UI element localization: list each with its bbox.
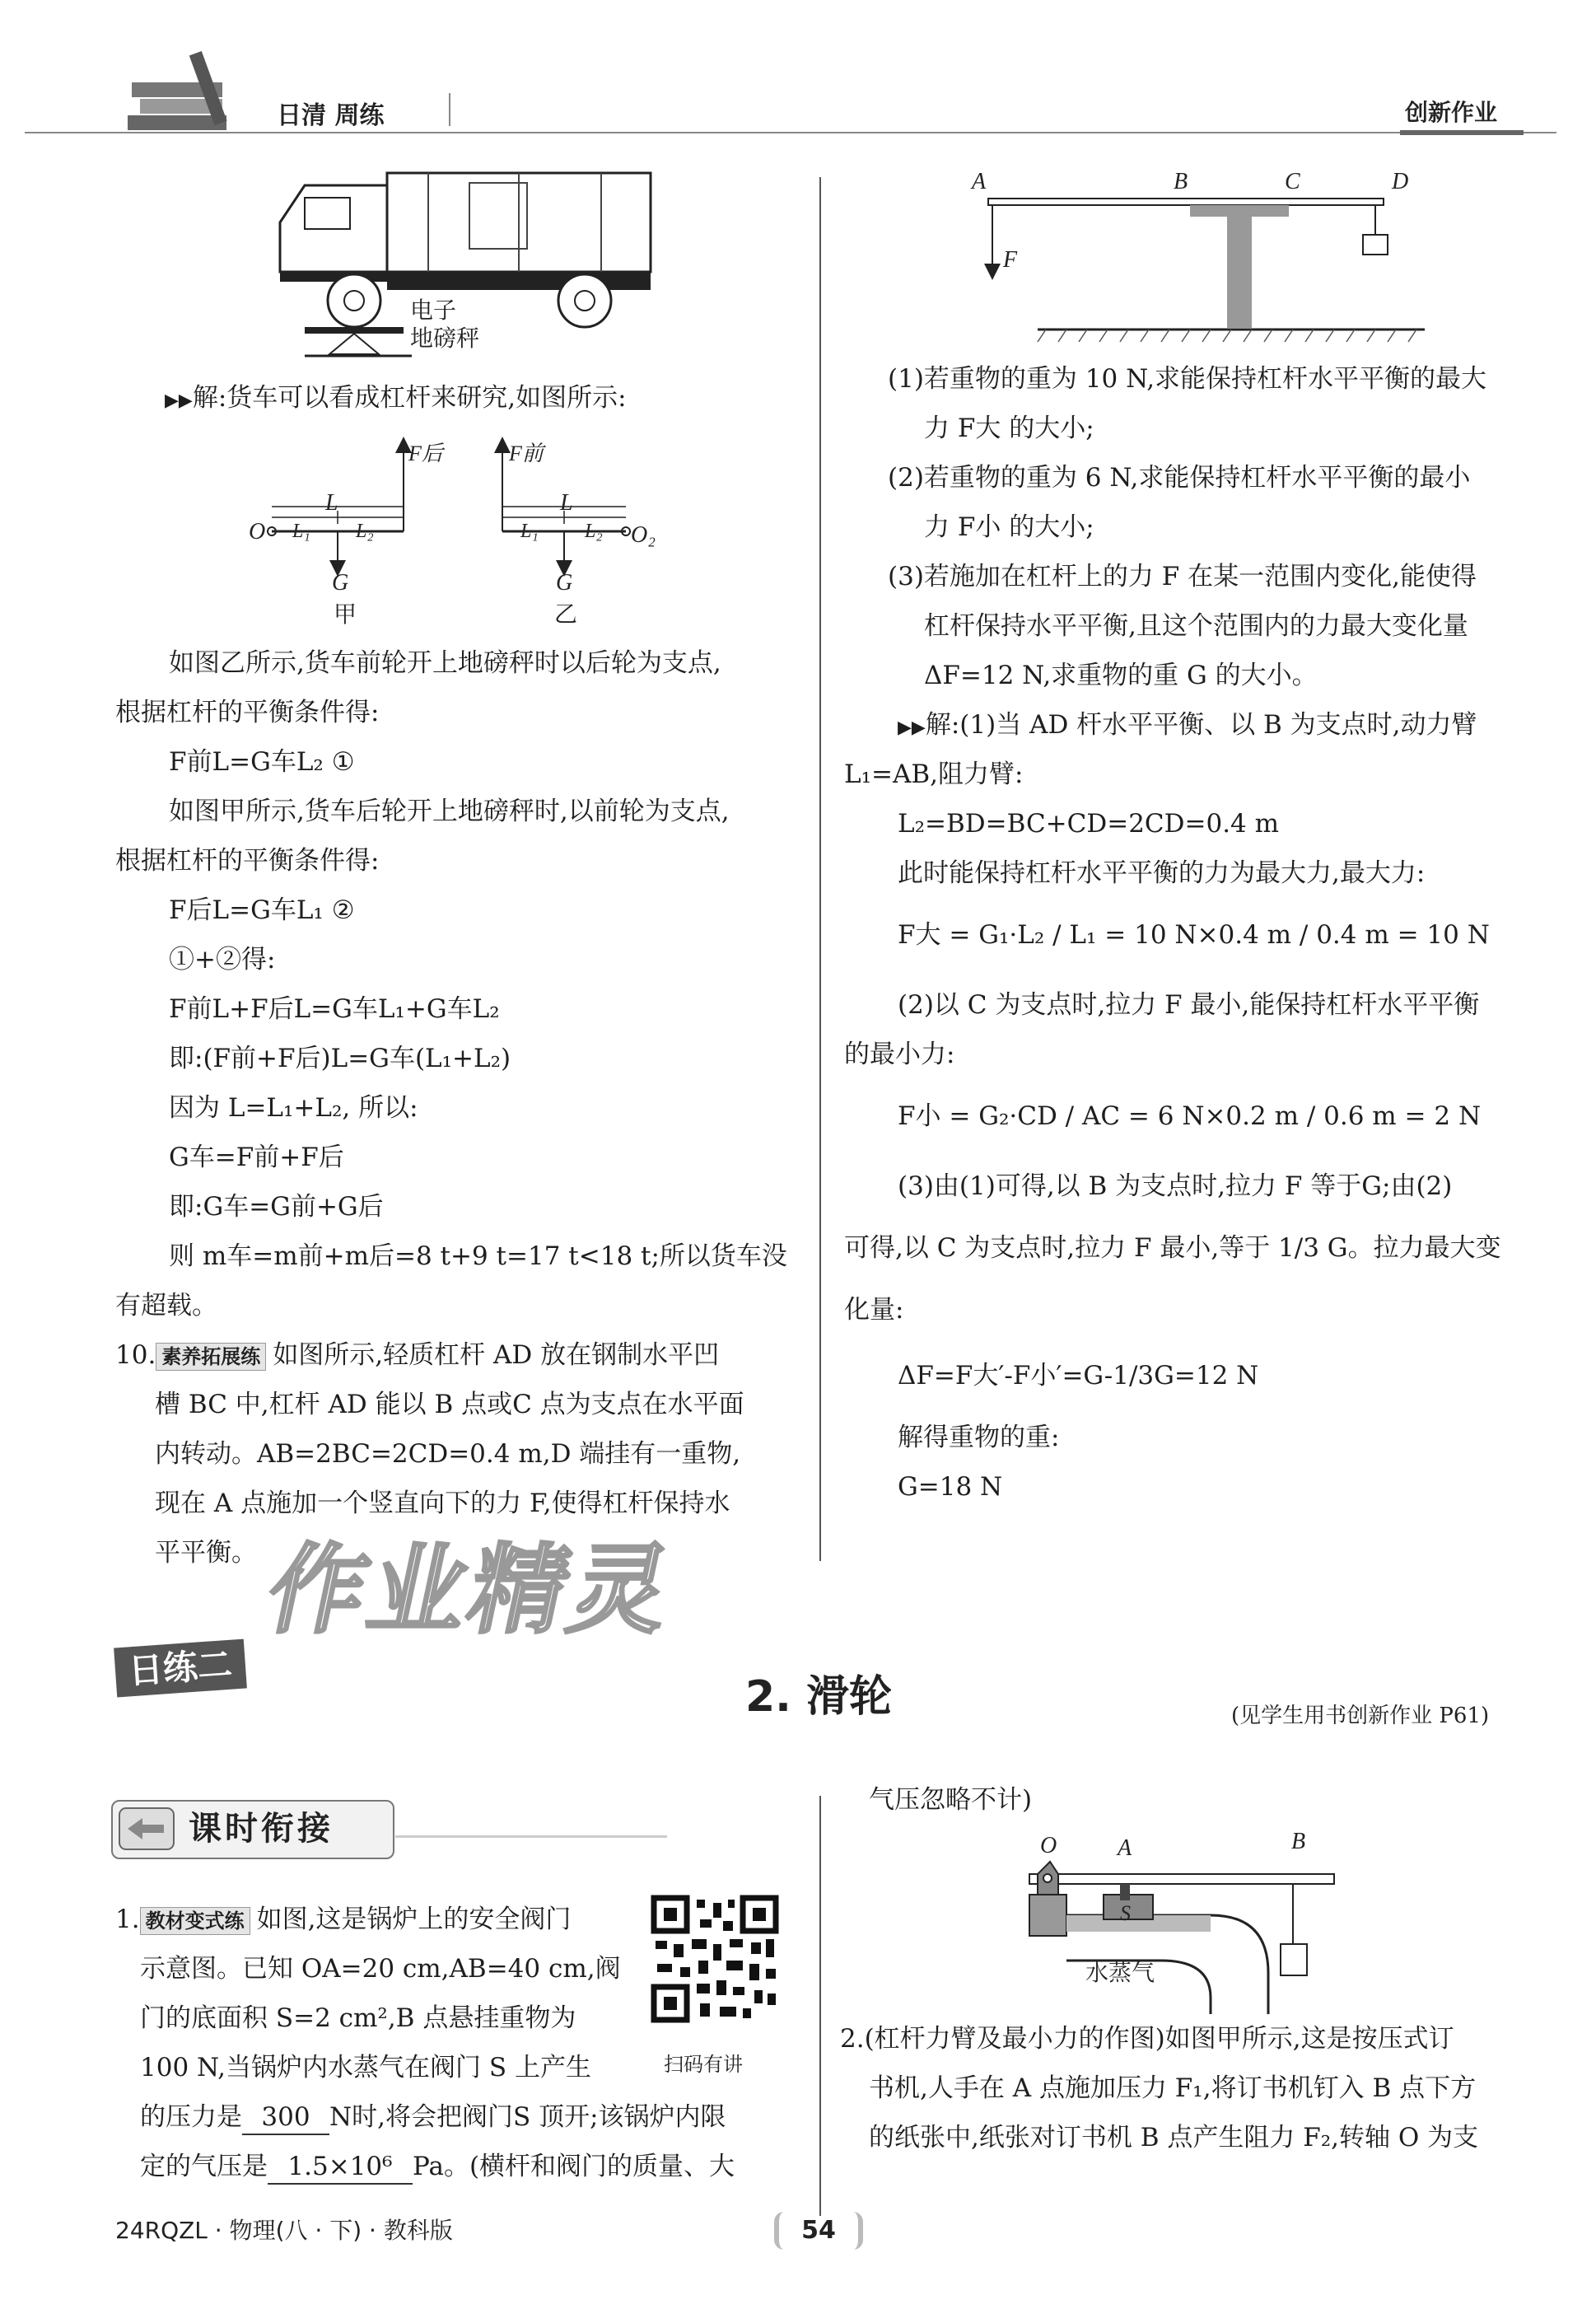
q10-part-line-1: 力 F大 的大小; <box>924 414 1094 443</box>
q10-part-line-0: (1)若重物的重为 10 N,求能保持杠杆水平平衡的最大 <box>888 364 1487 394</box>
groove-label-c: C <box>1285 169 1300 194</box>
q10-part-line-4: (3)若施加在杠杆上的力 F 在某一范围内变化,能使得 <box>888 562 1477 591</box>
label-l1-right: L₁ <box>520 521 539 542</box>
label-f-rear: F后 <box>408 442 443 465</box>
valve-label-steam: 水蒸气 <box>1085 1959 1155 1986</box>
truck-scale-label: 电子 地磅秤 <box>410 297 480 352</box>
label-g-left: G <box>332 570 349 596</box>
valve-label-o: O <box>1040 1833 1057 1858</box>
q2-line-2: 的纸张中,纸张对订书机 B 点产生阻力 F₂,转轴 O 为支 <box>869 2123 1479 2152</box>
q10-line-1: 槽 BC 中,杠杆 AD 能以 B 点或C 点为支点在水平面 <box>155 1390 744 1419</box>
right-solution-line-4: F大 = G₁·L₂ / L₁ = 10 N×0.4 m / 0.4 m = 10 N <box>898 920 1490 950</box>
page-number: 54 <box>774 2212 863 2250</box>
q1-answer-force: 300 <box>242 2101 329 2135</box>
right-solution-line-5: (2)以 C 为支点时,拉力 F 最小,能保持杠杆水平平衡 <box>898 990 1480 1020</box>
column-divider <box>819 177 821 1561</box>
right-solution-line-7: F小 = G₂·CD / AC = 6 N×0.2 m / 0.6 m = 2 N <box>898 1101 1482 1131</box>
label-l-right: L <box>560 490 573 516</box>
left-solution-line-5: 根据杠杆的平衡条件得: <box>115 846 380 876</box>
q1-line-2: 门的底面积 S=2 cm²,B 点悬挂重物为 <box>140 2003 576 2033</box>
footer-left: 24RQZL · 物理(八 · 下) · 教科版 <box>115 2217 453 2244</box>
lever-right-caption: 乙 <box>554 601 578 628</box>
header-rule <box>25 132 1556 133</box>
left-solution-line-10: 因为 L=L₁+L₂, 所以: <box>169 1093 418 1123</box>
groove-label-a: A <box>972 169 987 194</box>
section-ref: (见学生用书创新作业 P61) <box>1231 1704 1490 1728</box>
q1-line-5: 定的气压是 1.5×10⁶ Pa。(横杆和阀门的质量、大 <box>140 2150 735 2185</box>
label-l1-left: L₁ <box>292 521 310 542</box>
label-g-right: G <box>556 570 573 596</box>
banner-rule <box>395 1835 667 1838</box>
header-divider <box>449 93 450 126</box>
right-solution-line-10: 化量: <box>844 1295 904 1325</box>
left-solution-line-4: 如图甲所示,货车后轮开上地磅秤时,以前轮为支点, <box>169 797 730 826</box>
groove-lever-figure <box>972 169 1433 350</box>
left-solution-line-13: 则 m车=m前+m后=8 t+9 t=17 t<18 t;所以货车没 <box>169 1241 787 1271</box>
label-l2-right: L₂ <box>585 521 603 542</box>
q10-number: 10. <box>115 1340 156 1370</box>
q10-first-line: 10. 素养拓展练 如图所示,轻质杠杆 AD 放在钢制水平凹 <box>115 1340 720 1370</box>
solution-arrow-icon: ▶▶ <box>898 717 926 738</box>
label-o2: O₂ <box>631 522 656 548</box>
section-badge: 日练二 <box>114 1639 247 1698</box>
left-solution-line-7: ①+②得: <box>169 945 276 975</box>
right-solution-line-12: 解得重物的重: <box>898 1423 1060 1452</box>
books-logo-icon <box>115 48 247 133</box>
label-l2-left: L₂ <box>356 521 374 542</box>
q1-line-1: 示意图。已知 OA=20 cm,AB=40 cm,阀 <box>140 1954 621 1984</box>
q1-tag: 教材变式练 <box>140 1907 250 1935</box>
right-solution-line-3: 此时能保持杠杆水平平衡的力为最大力,最大力: <box>898 858 1426 888</box>
q10-line-3: 现在 A 点施加一个竖直向下的力 F,使得杠杆保持水 <box>155 1489 730 1518</box>
label-o: O <box>249 519 266 545</box>
q1-first-line: 1. 教材变式练 如图,这是锅炉上的安全阀门 <box>115 1905 572 1934</box>
valve-figure <box>1021 1837 1351 2014</box>
left-solution-line-2: 根据杠杆的平衡条件得: <box>115 698 380 727</box>
groove-label-f: F <box>1003 247 1018 273</box>
left-solution-line-12: 即:G车=G前+G后 <box>169 1192 384 1222</box>
valve-label-a: A <box>1118 1835 1132 1861</box>
left-solution-line-14: 有超载。 <box>115 1291 217 1320</box>
left-solution-line-6: F后L=G车L₁ ② <box>169 895 355 925</box>
groove-label-b: B <box>1174 169 1188 194</box>
label-f-front: F前 <box>509 442 544 465</box>
arrows-icon <box>118 1807 175 1851</box>
q2-line-1: 书机,人手在 A 点施加压力 F₁,将订书机钉入 B 点下方 <box>869 2073 1477 2103</box>
header-right-title: 创新作业 <box>1405 99 1498 126</box>
q10-part-line-2: (2)若重物的重为 6 N,求能保持杠杆水平平衡的最小 <box>888 463 1471 493</box>
banner-label: 课时衔接 <box>189 1810 334 1848</box>
q1-line-3: 100 N,当锅炉内水蒸气在阀门 S 上产生 <box>140 2053 591 2082</box>
qr-code-icon[interactable] <box>651 1895 779 2023</box>
section-title: 2. 滑轮 <box>745 1672 893 1722</box>
solution-arrow-icon: ▶▶ <box>165 390 193 411</box>
q10-tag: 素养拓展练 <box>156 1343 266 1371</box>
q10-line-4: 平平衡。 <box>155 1538 257 1568</box>
right-solution-line-8: (3)由(1)可得,以 B 为支点时,拉力 F 等于G;由(2) <box>898 1171 1453 1201</box>
valve-label-s: S <box>1120 1901 1131 1925</box>
q1-answer-pressure: 1.5×10⁶ <box>268 2150 413 2185</box>
lesson-banner <box>111 1800 394 1859</box>
groove-label-d: D <box>1392 169 1409 194</box>
lever-left-caption: 甲 <box>334 601 357 628</box>
right-solution-line-11: ΔF=F大′-F小′=G-1/3G=12 N <box>898 1361 1259 1391</box>
right-solution-line-0: ▶▶解:(1)当 AD 杆水平平衡、以 B 为支点时,动力臂 <box>898 710 1477 740</box>
right-solution-line-13: G=18 N <box>898 1472 1003 1502</box>
valve-label-b: B <box>1291 1829 1306 1854</box>
watermark: 作业精灵 <box>258 1533 684 1647</box>
header-rule-accent <box>1400 130 1524 135</box>
left-solution-line-9: 即:(F前+F后)L=G车(L₁+L₂) <box>169 1044 511 1073</box>
qr-label: 扫码有讲 <box>664 2053 743 2076</box>
q1-line-6: 气压忽略不计) <box>869 1785 1033 1815</box>
left-solution-line-11: G车=F前+F后 <box>169 1143 344 1172</box>
right-solution-line-6: 的最小力: <box>844 1040 955 1069</box>
q1-number: 1. <box>115 1905 140 1934</box>
header-left-title: 日清 周练 <box>277 101 385 130</box>
column-divider-lower <box>819 1796 821 2216</box>
right-solution-line-2: L₂=BD=BC+CD=2CD=0.4 m <box>898 809 1280 839</box>
q10-part-line-5: 杠杆保持水平平衡,且这个范围内的力最大变化量 <box>924 611 1468 641</box>
q10-part-line-6: ΔF=12 N,求重物的重 G 的大小。 <box>924 661 1318 690</box>
left-solution-line-3: F前L=G车L₂ ① <box>169 747 355 777</box>
right-solution-line-9: 可得,以 C 为支点时,拉力 F 最小,等于 1/3 G。拉力最大变 <box>844 1233 1501 1263</box>
q10-part-line-3: 力 F小 的大小; <box>924 512 1094 542</box>
q2-line-0: 2.(杠杆力臂及最小力的作图)如图甲所示,这是按压式订 <box>840 2024 1454 2054</box>
label-l-left: L <box>325 490 338 516</box>
q1-line-4: 的压力是 300 N时,将会把阀门S 顶开;该锅炉内限 <box>140 2101 726 2135</box>
right-solution-line-1: L₁=AB,阻力臂: <box>844 760 1024 789</box>
q10-line-2: 内转动。AB=2BC=2CD=0.4 m,D 端挂有一重物, <box>155 1439 741 1469</box>
left-solution-line-1: 如图乙所示,货车前轮开上地磅秤时以后轮为支点, <box>169 648 721 678</box>
left-solution-line-8: F前L+F后L=G车L₁+G车L₂ <box>169 994 500 1024</box>
left-solution-line-0: ▶▶解:货车可以看成杠杆来研究,如图所示: <box>165 383 627 413</box>
